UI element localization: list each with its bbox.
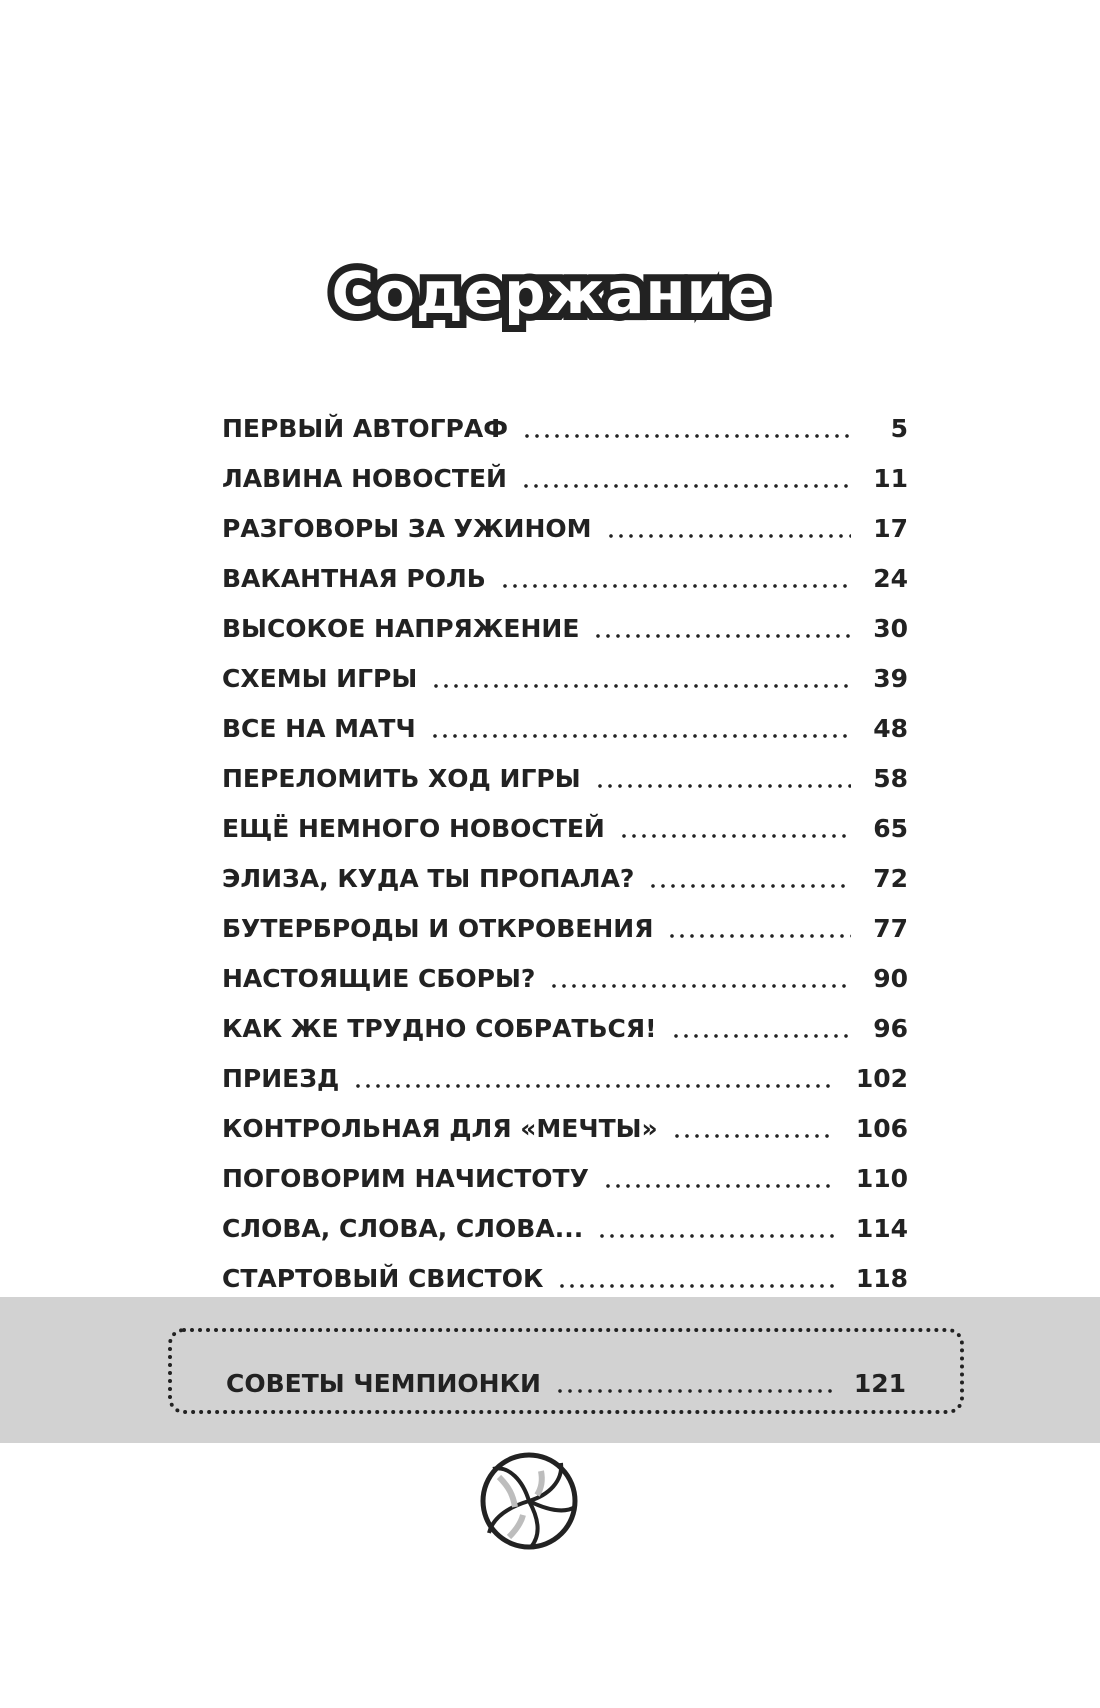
toc-entry[interactable] (222, 545, 908, 595)
dot-leader (430, 734, 852, 738)
toc-entry[interactable] (222, 1045, 908, 1095)
toc-entry-label: СХЕМЫ ИГРЫ (222, 664, 418, 693)
toc-entry[interactable] (222, 845, 908, 895)
toc-entry[interactable] (222, 595, 908, 645)
toc-entry[interactable] (222, 745, 908, 795)
toc-entry-label: СТАРТОВЫЙ СВИСТОК (222, 1264, 544, 1293)
dot-leader (500, 584, 851, 588)
toc-entry-label: КОНТРОЛЬНАЯ ДЛЯ «МЕЧТЫ» (222, 1114, 658, 1143)
toc-entry-page: 5 (890, 414, 908, 443)
toc-entry[interactable] (222, 495, 908, 545)
toc-entry[interactable] (222, 1145, 908, 1195)
dot-leader (593, 634, 851, 638)
toc-entry-page: 77 (873, 914, 908, 943)
toc-entry-label: ЛАВИНА НОВОСТЕЙ (222, 464, 507, 493)
toc-entry-label: СЛОВА, СЛОВА, СЛОВА... (222, 1214, 584, 1243)
toc-entry-label: РАЗГОВОРЫ ЗА УЖИНОМ (222, 514, 592, 543)
dot-leader (606, 534, 852, 538)
toc-entry-page: 48 (873, 714, 908, 743)
dot-leader (353, 1084, 834, 1088)
toc-entry-page: 110 (855, 1164, 908, 1193)
toc-entry-label: ВЫСОКОЕ НАПРЯЖЕНИЕ (222, 614, 580, 643)
dot-leader (431, 684, 851, 688)
dot-leader (555, 1389, 832, 1393)
toc-entry-bonus[interactable] (226, 1350, 906, 1400)
toc-entry[interactable] (222, 995, 908, 1045)
dot-leader (521, 484, 851, 488)
toc-entry-page: 30 (873, 614, 908, 643)
toc-entry-page: 102 (855, 1064, 908, 1093)
dot-leader (671, 1034, 852, 1038)
dot-leader (597, 1234, 834, 1238)
toc-entry[interactable] (222, 895, 908, 945)
toc-entry-page: 39 (873, 664, 908, 693)
dot-leader (619, 834, 851, 838)
toc-entry-label: ПЕРВЫЙ АВТОГРАФ (222, 414, 509, 443)
toc-entry[interactable] (222, 1195, 908, 1245)
toc-entry[interactable] (222, 945, 908, 995)
toc-entry-page: 58 (873, 764, 908, 793)
bonus-box (168, 1328, 964, 1414)
toc-entry-page: 90 (873, 964, 908, 993)
page-title: Содержание (331, 259, 769, 327)
toc-entry-page: 118 (855, 1264, 908, 1293)
toc-entry-label: ПОГОВОРИМ НАЧИСТОТУ (222, 1164, 589, 1193)
dot-leader (595, 784, 852, 788)
toc-entry-label: ЭЛИЗА, КУДА ТЫ ПРОПАЛА? (222, 864, 635, 893)
toc-entry-page: 72 (873, 864, 908, 893)
toc-entry[interactable] (222, 695, 908, 745)
toc-list (222, 395, 908, 1295)
toc-entry-label: ВСЕ НА МАТЧ (222, 714, 416, 743)
toc-entry-label: БУТЕРБРОДЫ И ОТКРОВЕНИЯ (222, 914, 654, 943)
toc-entry-label: ПРИЕЗД (222, 1064, 340, 1093)
toc-entry-page: 24 (873, 564, 908, 593)
volleyball-icon (479, 1451, 579, 1551)
dot-leader (667, 934, 851, 938)
dot-leader (557, 1284, 833, 1288)
toc-entry-label: ВАКАНТНАЯ РОЛЬ (222, 564, 486, 593)
toc-entry-page: 121 (853, 1369, 906, 1398)
toc-entry-page: 114 (855, 1214, 908, 1243)
dot-leader (603, 1184, 834, 1188)
toc-entry-page: 65 (873, 814, 908, 843)
toc-entry-label: ЕЩЁ НЕМНОГО НОВОСТЕЙ (222, 814, 605, 843)
dot-leader (648, 884, 851, 888)
toc-entry-page: 96 (873, 1014, 908, 1043)
toc-entry-label: КАК ЖЕ ТРУДНО СОБРАТЬСЯ! (222, 1014, 657, 1043)
toc-entry[interactable] (222, 1245, 908, 1295)
toc-entry-page: 106 (855, 1114, 908, 1143)
toc-entry-label: ПЕРЕЛОМИТЬ ХОД ИГРЫ (222, 764, 581, 793)
toc-entry[interactable] (222, 445, 908, 495)
toc-entry[interactable] (222, 645, 908, 695)
toc-title-wrap (0, 258, 1100, 328)
toc-entry[interactable] (222, 395, 908, 445)
toc-entry[interactable] (222, 1095, 908, 1145)
toc-entry-label: СОВЕТЫ ЧЕМПИОНКИ (226, 1369, 541, 1398)
toc-entry-page: 17 (873, 514, 908, 543)
toc-entry-page: 11 (873, 464, 908, 493)
dot-leader (672, 1134, 834, 1138)
toc-entry-label: НАСТОЯЩИЕ СБОРЫ? (222, 964, 536, 993)
dot-leader (549, 984, 851, 988)
toc-entry[interactable] (222, 795, 908, 845)
dot-leader (522, 434, 854, 438)
